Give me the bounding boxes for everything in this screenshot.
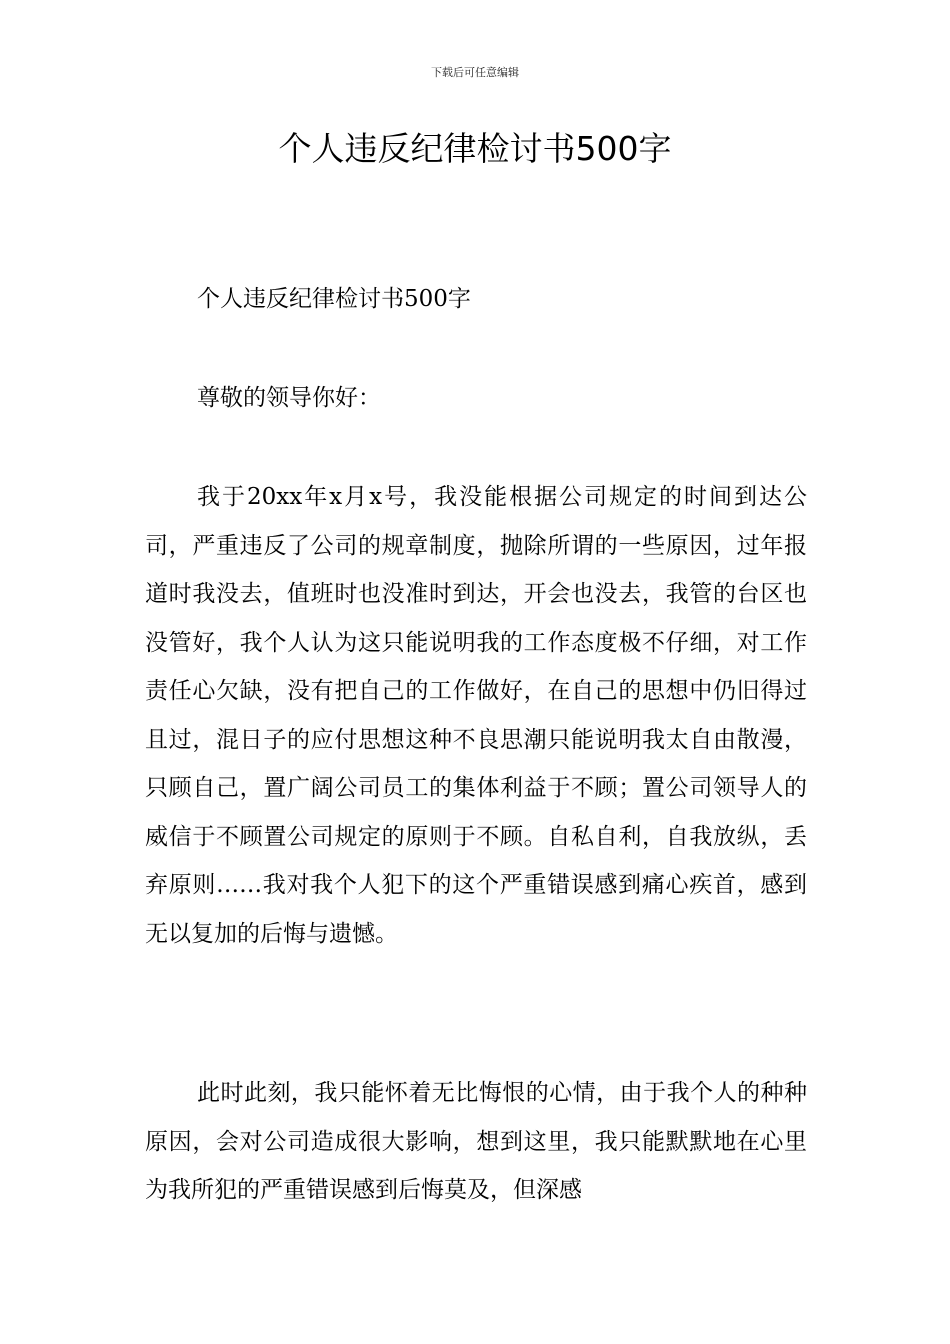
document-title: 个人违反纪律检讨书500字 <box>278 129 672 168</box>
greeting: 尊敬的领导你好： <box>197 385 381 411</box>
paragraph-1: 我于20xx年x月x号，我没能根据公司规定的时间到达公司，严重违反了公司的规章制度，抛除所谓的一些原因，过年报道时我没去，值班时也没准时到达，开会也没去，我管的台区也没管好，我个人认为这只能说明我的工作态度极不仔细，对工作责任心欠缺，没有把自己的工作做好，在自己的思想中仍旧得过且过，混日子的应付思想这种不良思潮只能说明我太自由散漫，只顾自己，置广阔公司员工的集体利益于不顾；置公司领导人的威信于不顾置公司规定的原则于不顾。自私自利，自我放纵，丢弃原则……我对我个人犯下的这个严重错误感到痛心疾首，感到无以复加的后悔与遗憾。 <box>145 484 807 947</box>
document-subtitle: 个人违反纪律检讨书500字 <box>197 286 471 312</box>
paragraph-2: 此时此刻，我只能怀着无比悔恨的心情，由于我个人的种种原因，会对公司造成很大影响，想到这里，我只能默默地在心里为我所犯的严重错误感到后悔莫及，但深感 <box>145 1080 807 1203</box>
header-note: 下载后可任意编辑 <box>431 66 519 79</box>
